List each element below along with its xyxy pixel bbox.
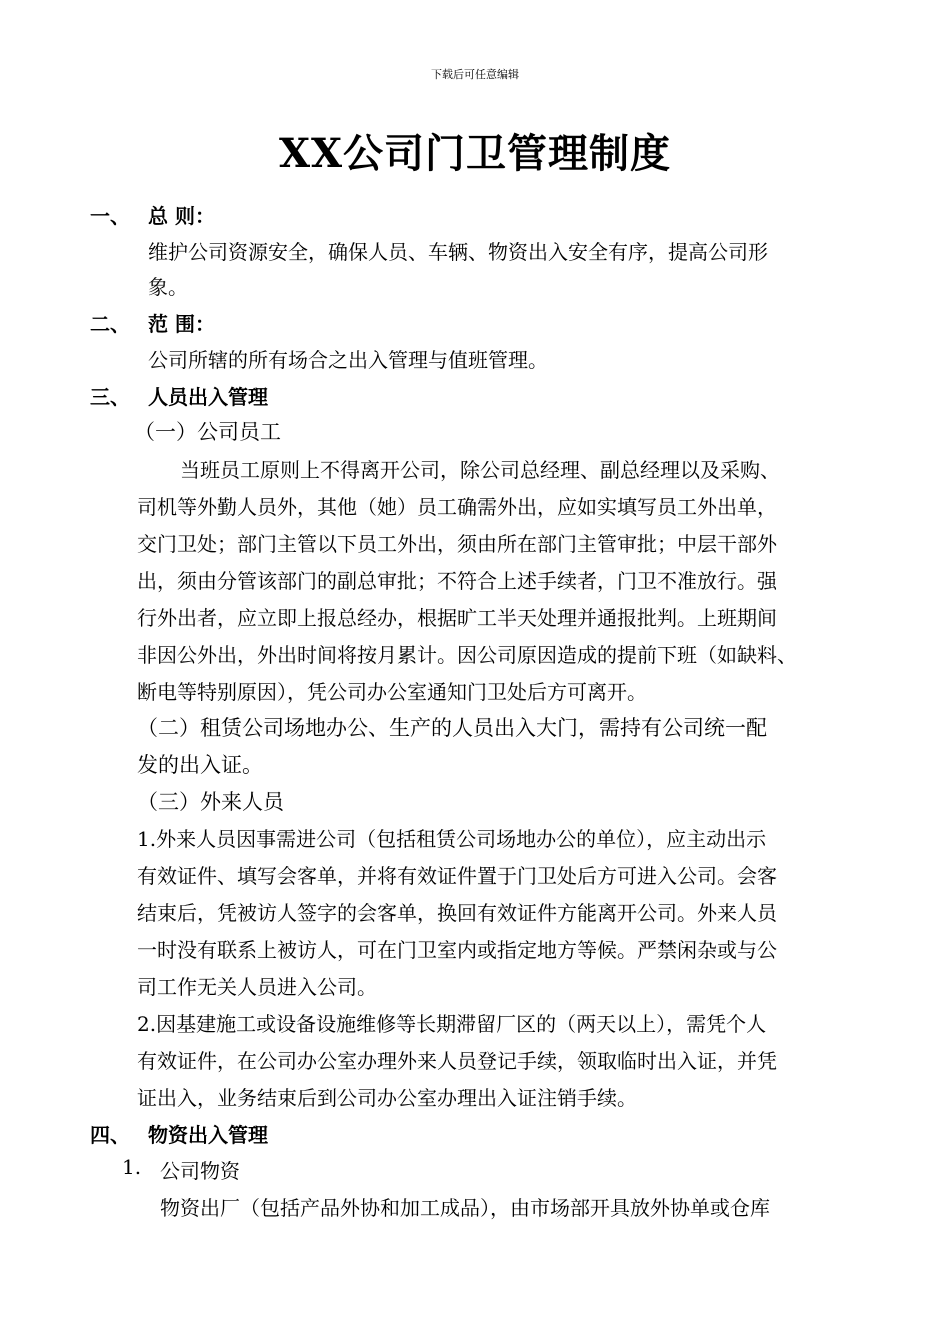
section-3-label: 人员出入管理 xyxy=(148,385,268,409)
paragraph-line: 1.外来人员因事需进公司（包括租赁公司场地办公的单位），应主动出示 xyxy=(137,827,767,851)
section-2-line: 公司所辖的所有场合之出入管理与值班管理。 xyxy=(148,348,548,372)
section-1-number: 一、 xyxy=(90,204,130,228)
page-title: XX公司门卫管理制度 xyxy=(278,130,672,177)
paragraph-line: 非因公外出，外出时间将按月累计。因公司原因造成的提前下班（如缺料、 xyxy=(137,643,797,667)
subsection-2-line: 发的出入证。 xyxy=(137,753,263,777)
paragraph-line: 证出入，业务结束后到公司办公室办理出入证注销手续。 xyxy=(137,1086,637,1110)
paragraph-line: 司工作无关人员进入公司。 xyxy=(137,975,377,999)
section-1-line: 象。 xyxy=(148,275,188,299)
subsection-3-heading: （三）外来人员 xyxy=(137,790,284,814)
paragraph-line: 2.因基建施工或设备设施维修等长期滞留厂区的（两天以上），需凭个人 xyxy=(137,1012,767,1036)
section-2-label: 范 围： xyxy=(148,312,215,336)
paragraph-line: 有效证件，在公司办公室办理外来人员登记手续，领取临时出入证，并凭 xyxy=(137,1049,777,1073)
subsection-1-heading: （一）公司员工 xyxy=(134,420,281,444)
section-3-number: 三、 xyxy=(90,385,130,409)
item-label: 公司物资 xyxy=(160,1159,240,1183)
paragraph-line: 司机等外勤人员外，其他（她）员工确需外出，应如实填写员工外出单， xyxy=(137,495,777,519)
section-4-number: 四、 xyxy=(90,1123,130,1147)
section-1-label: 总 则： xyxy=(148,204,215,228)
paragraph-line: 结束后，凭被访人签字的会客单，换回有效证件方能离开公司。外来人员 xyxy=(137,901,777,925)
paragraph-line: 断电等特别原因），凭公司办公室通知门卫处后方可离开。 xyxy=(137,680,647,704)
paragraph-line: 行外出者，应立即上报总经办，根据旷工半天处理并通报批判。上班期间 xyxy=(137,606,777,630)
header-note: 下载后可任意编辑 xyxy=(431,68,519,81)
item-number: 1. xyxy=(122,1155,142,1179)
paragraph-line: 当班员工原则上不得离开公司，除公司总经理、副总经理以及采购、 xyxy=(180,458,780,482)
section-2-number: 二、 xyxy=(90,312,130,336)
paragraph-line: 出，须由分管该部门的副总审批；不符合上述手续者，门卫不准放行。强 xyxy=(137,569,777,593)
paragraph-line: 有效证件、填写会客单，并将有效证件置于门卫处后方可进入公司。会客 xyxy=(137,864,777,888)
paragraph-line: 一时没有联系上被访人，可在门卫室内或指定地方等候。严禁闲杂或与公 xyxy=(137,938,777,962)
section-4-label: 物资出入管理 xyxy=(148,1123,268,1147)
paragraph-line: 物资出厂（包括产品外协和加工成品），由市场部开具放外协单或仓库 xyxy=(160,1196,770,1220)
paragraph-line: 交门卫处；部门主管以下员工外出，须由所在部门主管审批；中层干部外 xyxy=(137,532,777,556)
section-1-line: 维护公司资源安全，确保人员、车辆、物资出入安全有序，提高公司形 xyxy=(148,240,768,264)
subsection-2-line: （二）租赁公司场地办公、生产的人员出入大门，需持有公司统一配 xyxy=(137,716,767,740)
